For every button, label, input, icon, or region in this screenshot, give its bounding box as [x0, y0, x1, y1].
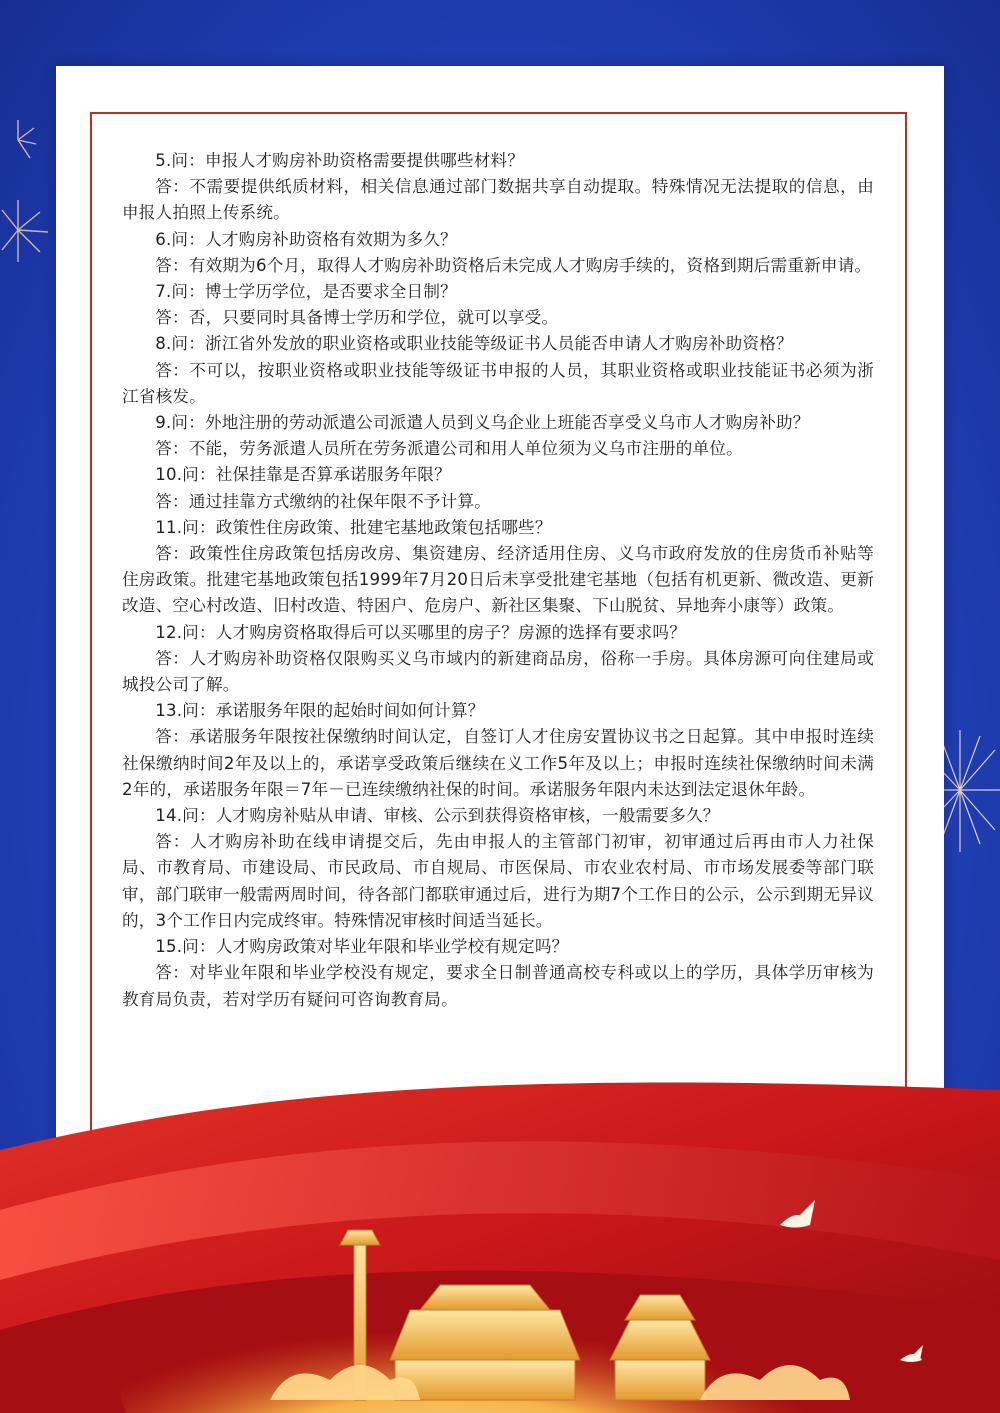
- faq-answer: 答：人才购房补助资格仅限购买义乌市域内的新建商品房，俗称一手房。具体房源可向住建局或城投公司了解。: [122, 648, 874, 695]
- faq-question: 13.问：承诺服务年限的起始时间如何计算？: [155, 701, 485, 721]
- faq-question: 7.问：博士学历学位，是否要求全日制？: [155, 282, 457, 302]
- faq-question: 11.问：政策性住房政策、批建宅基地政策包括哪些？: [155, 517, 552, 537]
- faq-answer: 答：有效期为6个月，取得人才购房补助资格后未完成人才购房手续的，资格到期后需重新申请。: [155, 255, 872, 275]
- faq-answer: 答：不可以，按职业资格或职业技能等级证书申报的人员，其职业资格或职业技能证书必须为浙江省核发。: [122, 360, 874, 406]
- faq-question: 14.问：人才购房补贴从申请、审核、公示到获得资格审核，一般需要多久？: [155, 806, 720, 826]
- faq-answer: 答：通过挂靠方式缴纳的社保年限不予计算。: [155, 491, 492, 511]
- bottom-decoration: [0, 1030, 1000, 1413]
- faq-answer: 答：不能，劳务派遣人员所在劳务派遣公司和用人单位须为义乌市注册的单位。: [155, 439, 743, 459]
- faq-question: 15.问：人才购房政策对毕业年限和毕业学校有规定吗？: [155, 937, 569, 957]
- faq-answer: 答：人才购房补助在线申请提交后，先由申报人的主管部门初审，初审通过后再由市人力社保局、市教育局、市建设局、市民政局、市自规局、市医保局、市农业农村局、市市场发展委等部门联审，部门联审一般需两周时间，待各部门都联审通过后，进行为期7个工作日的公示，公示到期无异议的，3个工作日内完成终审。特殊情况审核时间适当延长。: [122, 832, 874, 930]
- faq-question: 10.问：社保挂靠是否算承诺服务年限？: [155, 465, 451, 485]
- faq-content: [122, 148, 874, 1013]
- faq-answer: 答：不需要提供纸质材料，相关信息通过部门数据共享自动提取。特殊情况无法提取的信息，由申报人拍照上传系统。: [122, 177, 874, 223]
- faq-question: 6.问：人才购房补助资格有效期为多久？: [155, 229, 457, 249]
- faq-question: 8.问：浙江省外发放的职业资格或职业技能等级证书人员能否申请人才购房补助资格？: [155, 334, 793, 354]
- faq-answer: 答：承诺服务年限按社保缴纳时间认定，自签订人才住房安置协议书之日起算。其中申报时连续社保缴纳时间2年及以上的，承诺享受政策后继续在义工作5年及以上；申报时连续社保缴纳时间未满2年的，承诺服务年限＝7年－已连续缴纳社保的时间。承诺服务年限内未达到法定退休年龄。: [122, 727, 874, 799]
- firework-left-icon: [0, 100, 60, 300]
- faq-answer: 答：对毕业年限和毕业学校没有规定，要求全日制普通高校专科或以上的学历，具体学历审核为教育局负责，若对学历有疑问可咨询教育局。: [122, 963, 874, 1009]
- faq-answer: 答：否，只要同时具备博士学历和学位，就可以享受。: [155, 308, 559, 328]
- faq-answer: 答：政策性住房政策包括房改房、集资建房、经济适用住房、义乌市政府发放的住房货币补贴等住房政策。批建宅基地政策包括1999年7月20日后未享受批建宅基地（包括有机更新、微改造、更新改造、空心村改造、旧村改造、特困户、危房户、新社区集聚、下山脱贫、异地奔小康等）政策。: [122, 544, 874, 616]
- faq-question: 12.问：人才购房资格取得后可以买哪里的房子？房源的选择有要求吗？: [155, 622, 686, 642]
- faq-question: 9.问：外地注册的劳动派遣公司派遣人员到义乌企业上班能否享受义乌市人才购房补助？: [155, 413, 810, 433]
- faq-question: 5.问：申报人才购房补助资格需要提供哪些材料？: [155, 151, 525, 170]
